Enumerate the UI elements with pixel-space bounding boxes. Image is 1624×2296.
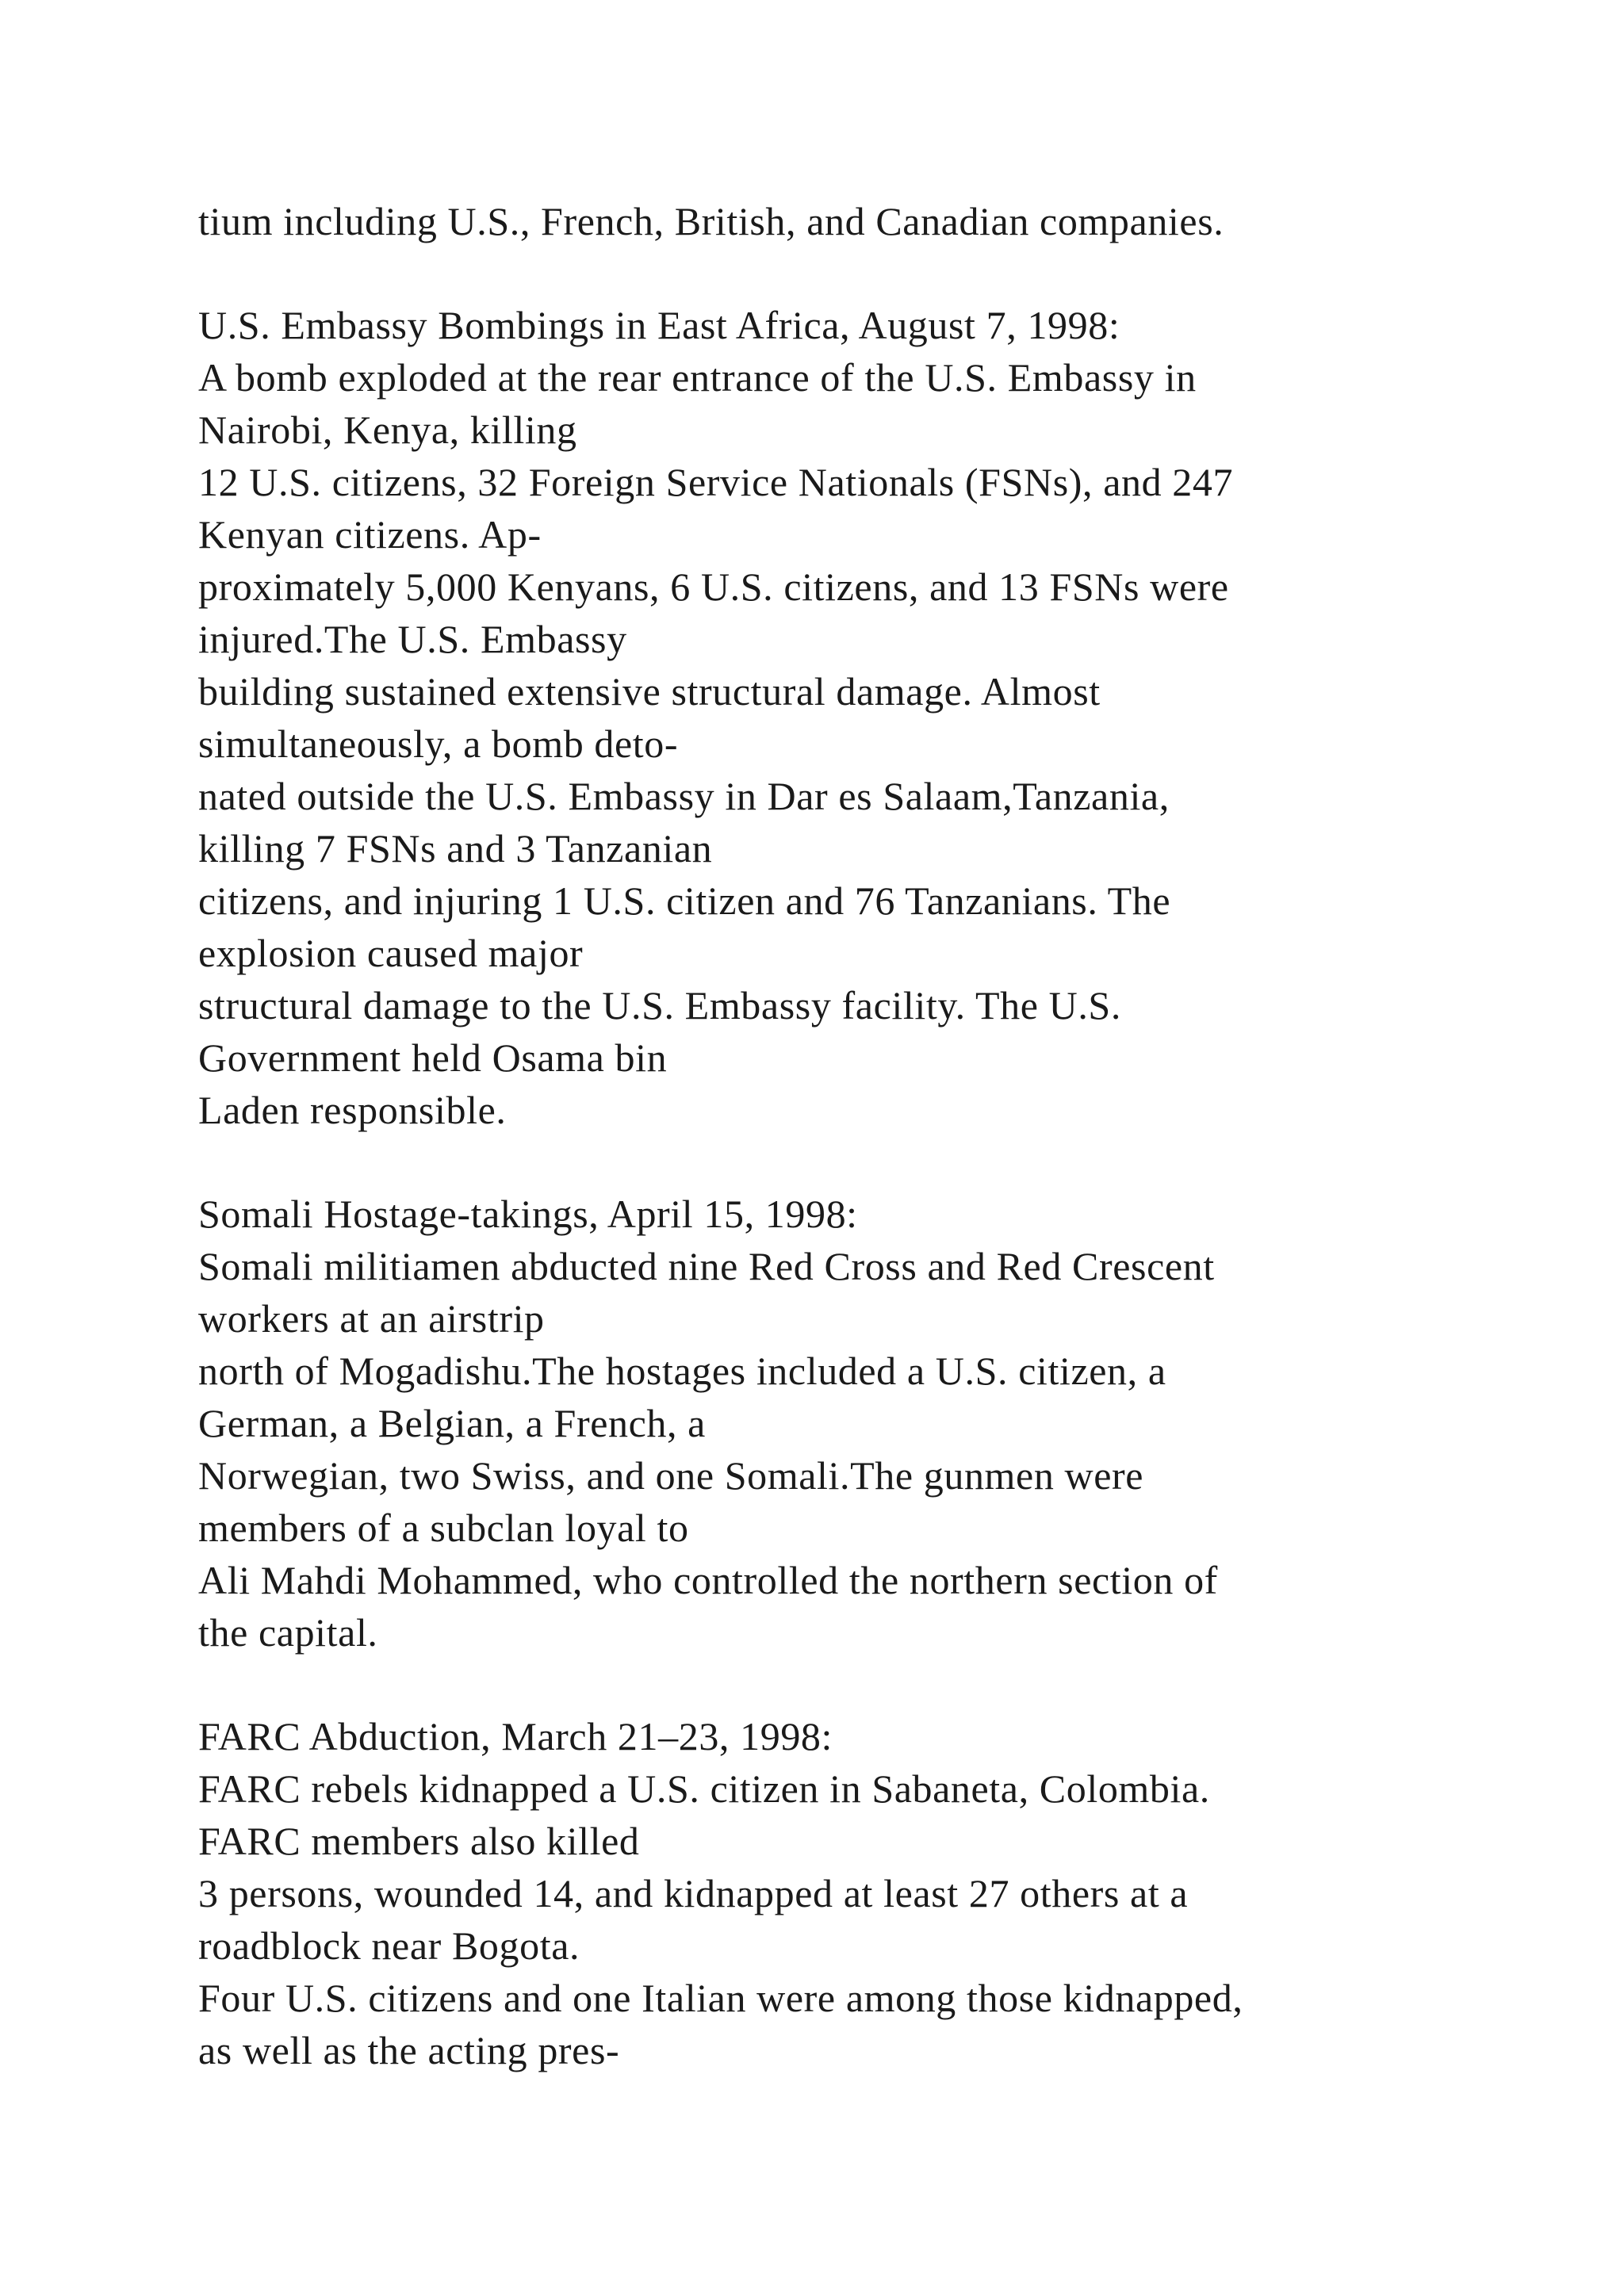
text-line: Kenyan citizens. Ap-: [198, 512, 542, 557]
text-line: as well as the acting pres-: [198, 2028, 620, 2072]
text-line: structural damage to the U.S. Embassy facility. The U.S.: [198, 983, 1121, 1027]
text-line: Somali militiamen abducted nine Red Cross and Red Crescent: [198, 1244, 1215, 1288]
text-line: killing 7 FSNs and 3 Tanzanian: [198, 826, 713, 871]
text-line: building sustained extensive structural damage. Almost: [198, 669, 1101, 714]
text-line: injured.The U.S. Embassy: [198, 617, 627, 661]
paragraph-gap: [198, 1659, 1546, 1710]
text-line: German, a Belgian, a French, a: [198, 1401, 706, 1445]
text-line: explosion caused major: [198, 931, 584, 975]
section-heading-farc-abduction: FARC Abduction, March 21–23, 1998:: [198, 1714, 833, 1758]
text-line: roadblock near Bogota.: [198, 1923, 580, 1968]
text-line: FARC rebels kidnapped a U.S. citizen in Sabaneta, Colombia.: [198, 1766, 1210, 1811]
text-line: proximately 5,000 Kenyans, 6 U.S. citizens, and 13 FSNs were: [198, 564, 1229, 609]
paragraph-gap: [198, 1136, 1546, 1188]
text-line: FARC members also killed: [198, 1819, 640, 1863]
text-line: 12 U.S. citizens, 32 Foreign Service Nationals (FSNs), and 247: [198, 460, 1234, 504]
text-line: simultaneously, a bomb deto-: [198, 721, 679, 766]
text-line: Four U.S. citizens and one Italian were among those kidnapped,: [198, 1976, 1243, 2020]
text-line: Ali Mahdi Mohammed, who controlled the northern section of: [198, 1558, 1218, 1602]
text-line: A bomb exploded at the rear entrance of the U.S. Embassy in: [198, 355, 1197, 400]
text-line: workers at an airstrip: [198, 1296, 545, 1341]
text-line: members of a subclan loyal to: [198, 1506, 689, 1550]
text-line: the capital.: [198, 1610, 378, 1655]
paragraph-gap: [198, 247, 1546, 299]
text-line: Norwegian, two Swiss, and one Somali.The gunmen were: [198, 1453, 1144, 1498]
section-heading-somali-hostages: Somali Hostage-takings, April 15, 1998:: [198, 1192, 858, 1236]
intro-line: tium including U.S., French, British, and Canadian companies.: [198, 199, 1224, 243]
document-body: [198, 195, 1546, 2076]
text-line: Nairobi, Kenya, killing: [198, 408, 577, 452]
text-line: citizens, and injuring 1 U.S. citizen and 76 Tanzanians. The: [198, 878, 1171, 923]
text-line: Laden responsible.: [198, 1088, 507, 1132]
text-line: north of Mogadishu.The hostages included a U.S. citizen, a: [198, 1349, 1166, 1393]
text-line: nated outside the U.S. Embassy in Dar es Salaam,Tanzania,: [198, 774, 1170, 818]
text-line: Government held Osama bin: [198, 1035, 668, 1080]
text-line: 3 persons, wounded 14, and kidnapped at least 27 others at a: [198, 1871, 1189, 1915]
section-heading-embassy-bombings: U.S. Embassy Bombings in East Africa, August 7, 1998:: [198, 303, 1120, 347]
